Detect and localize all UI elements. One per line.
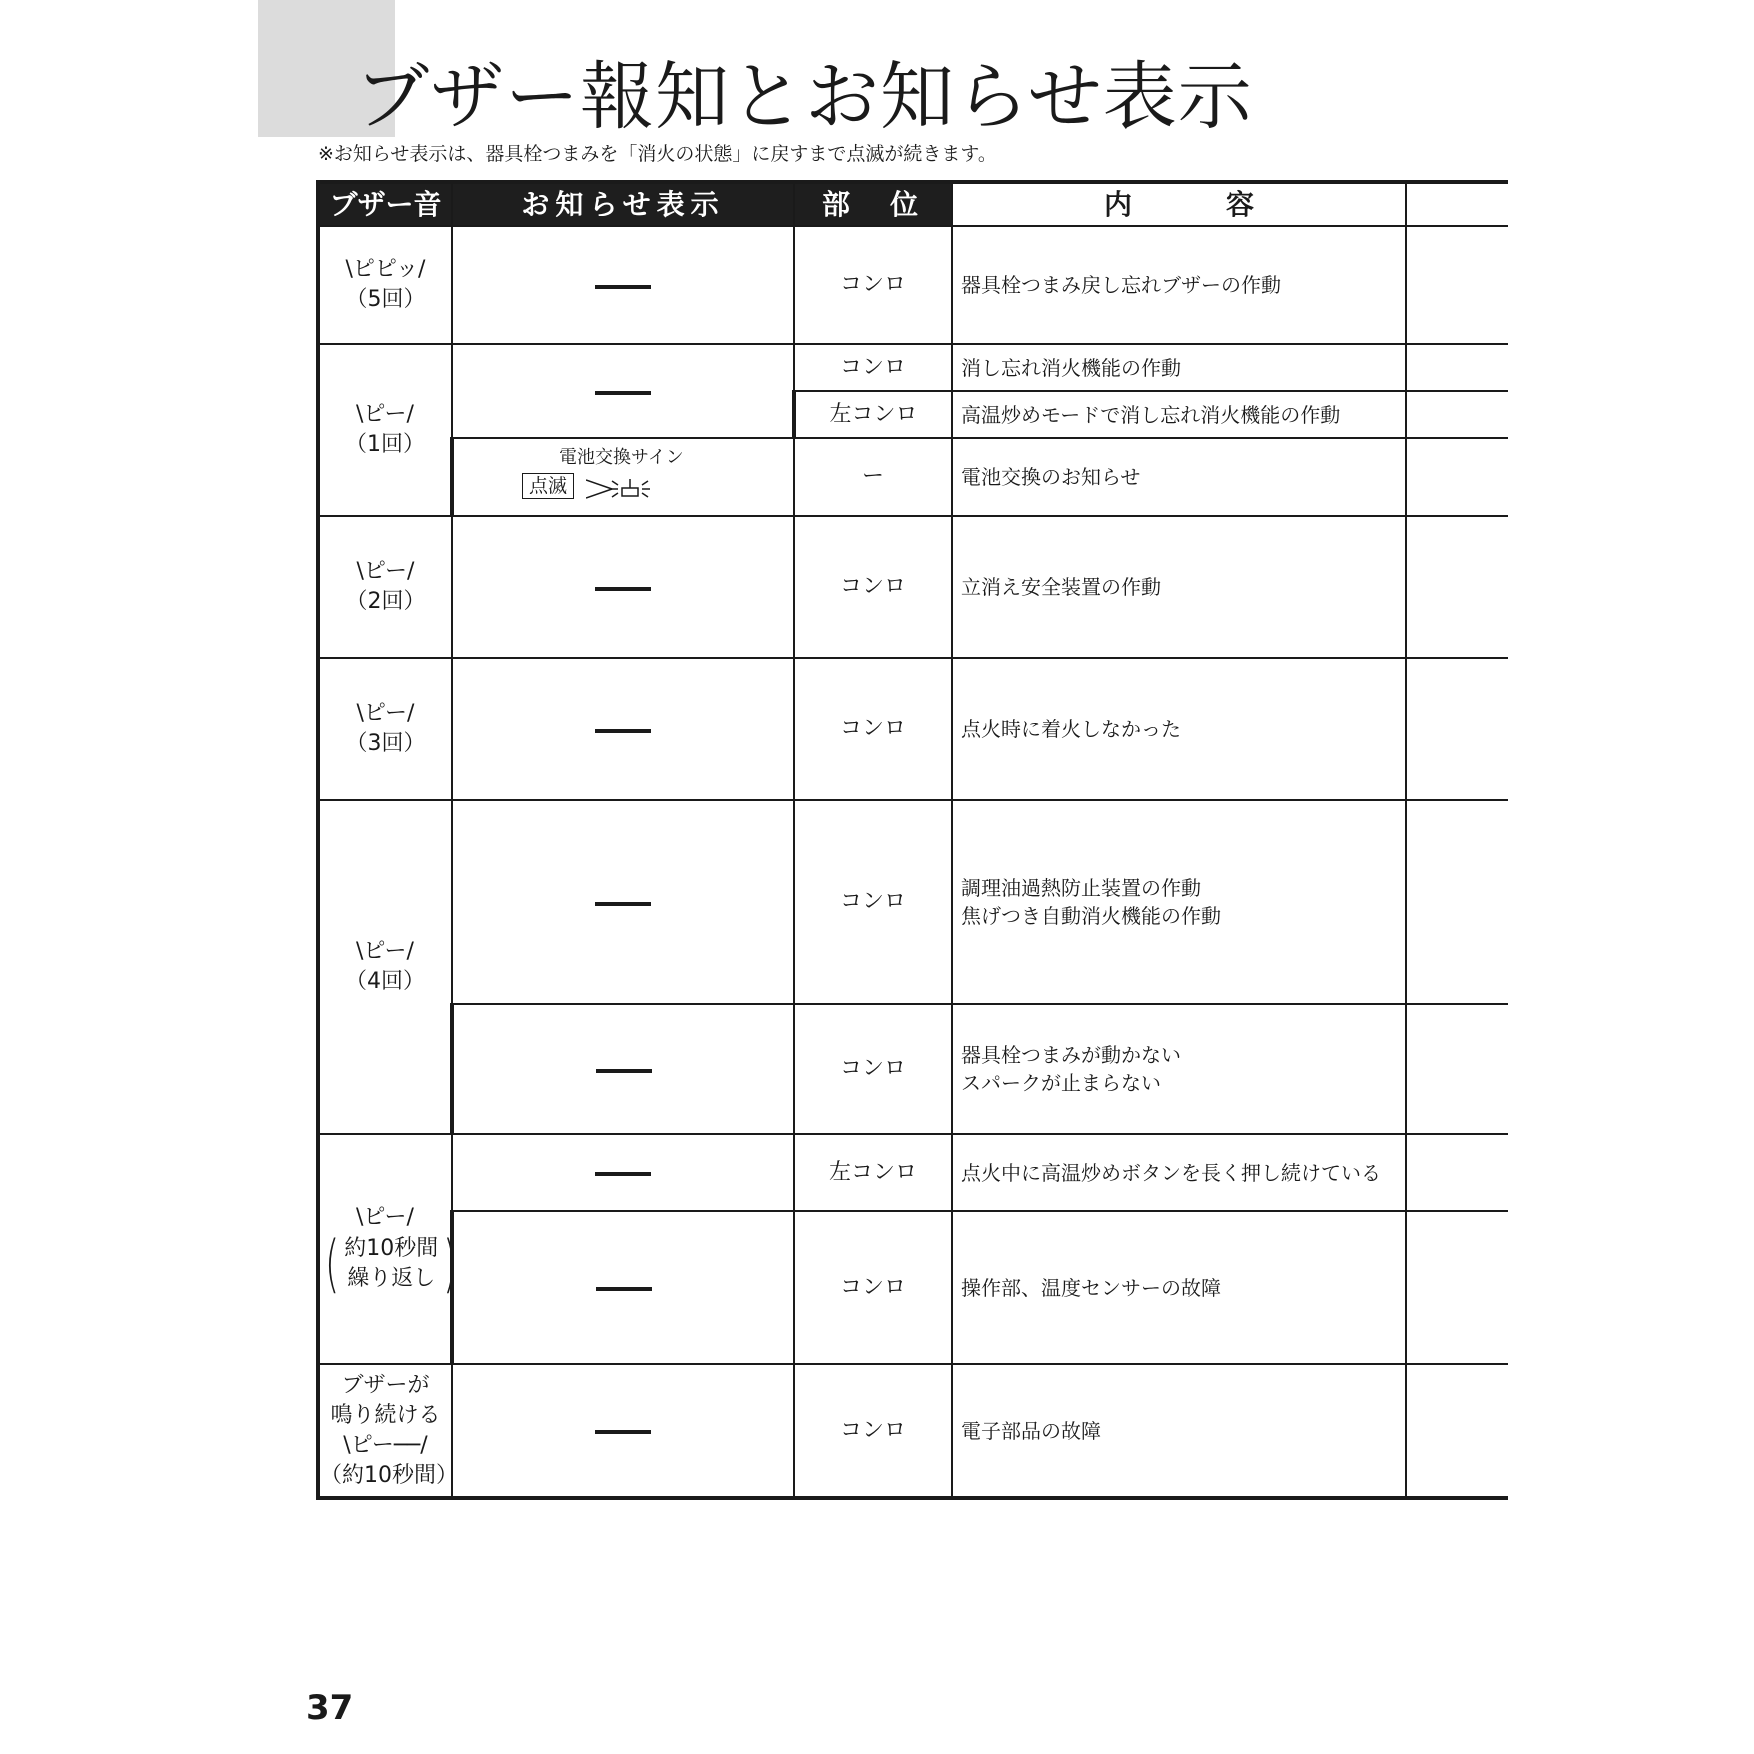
location-cell: ー bbox=[794, 438, 952, 516]
sound-text: ブザーが bbox=[341, 1372, 430, 1398]
location-cell: 左コンロ bbox=[794, 1134, 952, 1211]
sound-text: \ピー/ bbox=[356, 939, 414, 964]
sound-count: （1回） bbox=[345, 432, 425, 457]
buzzer-sound-cell bbox=[318, 1364, 458, 1498]
table-row bbox=[318, 226, 1508, 344]
close-paren: ) bbox=[443, 1227, 458, 1300]
open-paren: ( bbox=[324, 1227, 340, 1300]
content-cell: 器具栓つまみ戻し忘れブザーの作動 bbox=[952, 226, 1406, 344]
dash-mark bbox=[595, 1172, 651, 1176]
header-sound: ブザー音 bbox=[318, 182, 452, 226]
header-extra bbox=[1406, 182, 1508, 226]
page-title: ブザー報知とお知らせ表示 bbox=[355, 54, 1253, 140]
extra-cell bbox=[1406, 226, 1508, 344]
dash-mark bbox=[595, 729, 651, 733]
content-cell: 操作部、温度センサーの故障 bbox=[952, 1211, 1406, 1364]
buzzer-sound-cell bbox=[318, 226, 452, 344]
extra-cell bbox=[1406, 1004, 1508, 1134]
location-cell: コンロ bbox=[794, 344, 952, 391]
battery-sign bbox=[454, 439, 793, 515]
duration-line: 繰り返し bbox=[347, 1266, 436, 1291]
extra-cell bbox=[1406, 344, 1508, 391]
extra-cell bbox=[1406, 391, 1508, 438]
display-cell bbox=[452, 1004, 794, 1134]
table-row bbox=[318, 1211, 1508, 1364]
display-cell bbox=[452, 1364, 794, 1498]
location-cell: コンロ bbox=[794, 1364, 952, 1498]
location-cell: コンロ bbox=[794, 226, 952, 344]
content-cell: 点火時に着火しなかった bbox=[952, 658, 1406, 800]
content-cell: 器具栓つまみが動かない スパークが止まらない bbox=[952, 1004, 1406, 1134]
duration-text bbox=[344, 1234, 438, 1294]
extra-cell bbox=[1406, 1364, 1508, 1498]
note-text: ※お知らせ表示は、器具栓つまみを「消火の状態」に戻すまで点滅が続きます。 bbox=[318, 143, 997, 165]
dash-mark bbox=[595, 1430, 651, 1434]
display-cell bbox=[452, 516, 794, 658]
dash-mark bbox=[595, 391, 651, 395]
sound-text: 鳴り続ける bbox=[330, 1402, 441, 1428]
header-content bbox=[952, 182, 1406, 226]
dash-mark bbox=[595, 902, 651, 906]
extra-cell bbox=[1406, 1134, 1508, 1211]
table-row bbox=[318, 438, 1508, 516]
buzzer-sound-cell bbox=[318, 658, 452, 800]
extra-cell bbox=[1406, 438, 1508, 516]
sound-count: （2回） bbox=[345, 589, 426, 614]
header-row bbox=[318, 182, 1508, 226]
display-cell bbox=[452, 658, 794, 800]
dash-mark bbox=[595, 587, 651, 591]
header-location: 部 位 bbox=[794, 182, 952, 226]
duration-line: 約10秒間 bbox=[344, 1236, 439, 1261]
location-cell: コンロ bbox=[794, 658, 952, 800]
buzzer-sound-cell bbox=[318, 516, 452, 658]
buzzer-sound-cell bbox=[318, 344, 452, 516]
location-cell: コンロ bbox=[794, 516, 952, 658]
bracketed-duration bbox=[320, 1227, 462, 1300]
table-row bbox=[318, 1364, 1508, 1498]
sound-count: （約10秒間） bbox=[320, 1462, 458, 1488]
extra-cell bbox=[1406, 516, 1508, 658]
table-row bbox=[318, 1134, 1508, 1211]
content-cell: 調理油過熱防止装置の作動 焦げつき自動消火機能の作動 bbox=[952, 800, 1406, 1004]
content-cell: 高温炒めモードで消し忘れ消火機能の作動 bbox=[952, 391, 1406, 438]
sound-text: \ピー/ bbox=[356, 701, 415, 726]
display-cell bbox=[452, 226, 794, 344]
buzzer-sound-cell bbox=[318, 800, 452, 1134]
location-cell: コンロ bbox=[794, 1004, 952, 1134]
sound-text: \ピー/ bbox=[356, 1205, 414, 1230]
location-cell: コンロ bbox=[794, 1211, 952, 1364]
sound-count: （4回） bbox=[345, 969, 425, 994]
page-number: 37 bbox=[306, 1688, 354, 1728]
extra-cell bbox=[1406, 658, 1508, 800]
dash-mark bbox=[596, 1287, 652, 1291]
sound-text: \ピピッ/ bbox=[345, 257, 426, 282]
blinking-battery-icon bbox=[586, 469, 666, 505]
buzzer-sound-cell bbox=[318, 1134, 458, 1364]
display-cell bbox=[452, 1134, 794, 1211]
table-row bbox=[318, 1004, 1508, 1134]
display-cell bbox=[452, 344, 794, 438]
sound-count: （3回） bbox=[345, 731, 426, 756]
table-row bbox=[318, 344, 1508, 391]
battery-sign-label: 電池交換サイン bbox=[559, 447, 684, 468]
extra-cell bbox=[1406, 800, 1508, 1004]
sound-count: （5回） bbox=[345, 287, 426, 312]
display-cell bbox=[452, 800, 794, 1004]
display-cell bbox=[452, 438, 794, 516]
buzzer-table bbox=[316, 180, 1508, 1500]
content-cell: 電子部品の故障 bbox=[952, 1364, 1406, 1498]
table-row bbox=[318, 800, 1508, 1004]
blink-label: 点滅 bbox=[522, 473, 574, 499]
content-cell: 消し忘れ消火機能の作動 bbox=[952, 344, 1406, 391]
sound-text: \ピー/ bbox=[356, 402, 414, 427]
sound-text: \ピー/ bbox=[356, 559, 415, 584]
header-display: お知らせ表示 bbox=[452, 182, 794, 226]
dash-mark bbox=[595, 285, 651, 289]
extra-cell bbox=[1406, 1211, 1508, 1364]
dash-mark bbox=[596, 1069, 652, 1073]
content-cell: 点火中に高温炒めボタンを長く押し続けている bbox=[952, 1134, 1406, 1211]
sound-text: \ピー──/ bbox=[343, 1432, 428, 1458]
content-cell: 立消え安全装置の作動 bbox=[952, 516, 1406, 658]
header-content-label: 内容 bbox=[1104, 187, 1254, 221]
table-row bbox=[318, 516, 1508, 658]
content-cell: 電池交換のお知らせ bbox=[952, 438, 1406, 516]
location-cell: コンロ bbox=[794, 800, 952, 1004]
table-row bbox=[318, 658, 1508, 800]
location-cell: 左コンロ bbox=[794, 391, 952, 438]
display-cell bbox=[452, 1211, 794, 1364]
